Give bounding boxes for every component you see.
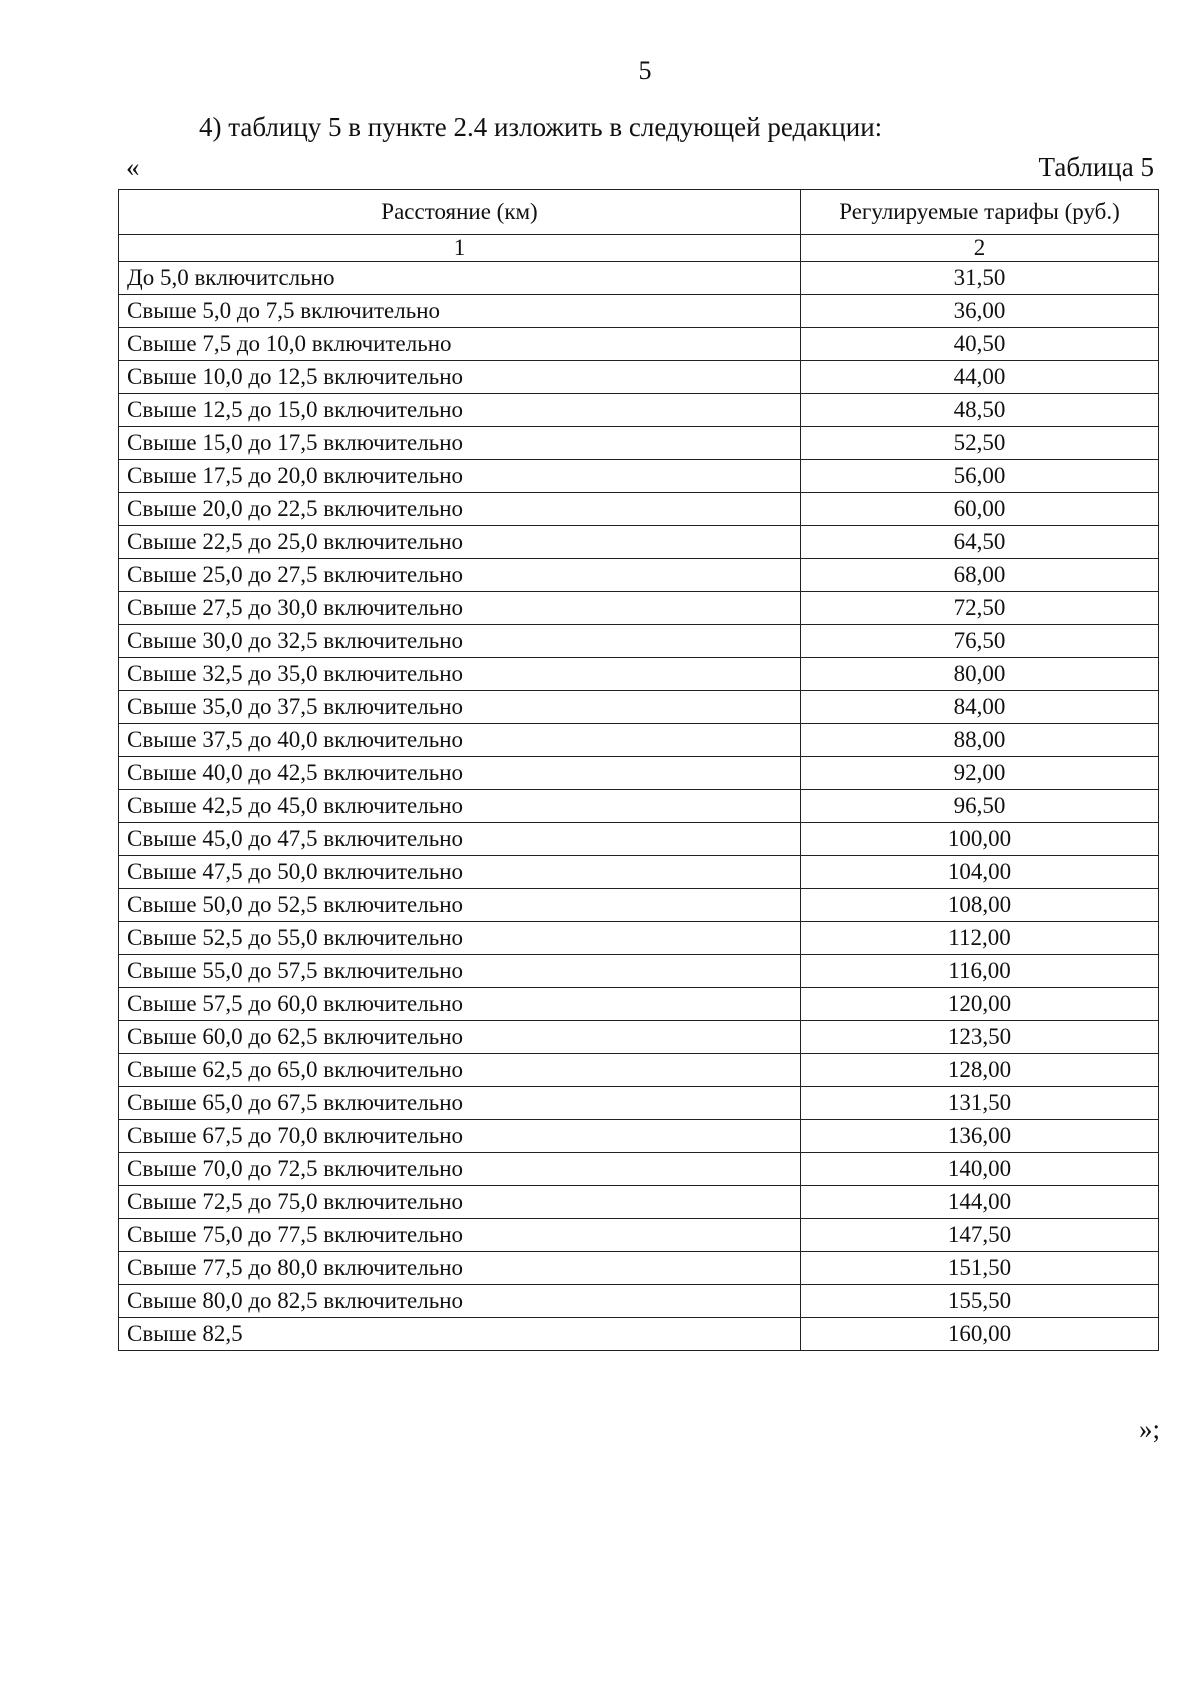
table-row (119, 262, 1159, 295)
distance-cell: Свыше 22,5 до 25,0 включительно (119, 526, 801, 559)
distance-cell: Свыше 45,0 до 47,5 включительно (119, 823, 801, 856)
distance-cell: Свыше 15,0 до 17,5 включительно (119, 427, 801, 460)
distance-cell: Свыше 75,0 до 77,5 включительно (119, 1219, 801, 1252)
tariff-cell: 147,50 (801, 1219, 1159, 1252)
table-row (119, 427, 1159, 460)
tariff-cell: 160,00 (801, 1318, 1159, 1351)
distance-cell: Свыше 47,5 до 50,0 включительно (119, 856, 801, 889)
table-row (119, 526, 1159, 559)
table-row (119, 1186, 1159, 1219)
tariff-cell: 56,00 (801, 460, 1159, 493)
table-row (119, 1087, 1159, 1120)
tariff-cell: 144,00 (801, 1186, 1159, 1219)
tariff-cell: 120,00 (801, 988, 1159, 1021)
distance-cell: Свыше 52,5 до 55,0 включительно (119, 922, 801, 955)
table-row (119, 1219, 1159, 1252)
table-row (119, 1021, 1159, 1054)
column-number-row (119, 235, 1159, 262)
table-row (119, 691, 1159, 724)
table-row (119, 724, 1159, 757)
tariff-cell: 40,50 (801, 328, 1159, 361)
tariff-cell: 136,00 (801, 1120, 1159, 1153)
tariff-cell: 76,50 (801, 625, 1159, 658)
table-row (119, 1285, 1159, 1318)
header-tariff: Регулируемые тарифы (руб.) (801, 190, 1159, 235)
table-row (119, 592, 1159, 625)
column-number-2: 2 (801, 235, 1159, 262)
table-row (119, 493, 1159, 526)
distance-cell: Свыше 17,5 до 20,0 включительно (119, 460, 801, 493)
distance-cell: Свыше 25,0 до 27,5 включительно (119, 559, 801, 592)
tariff-cell: 151,50 (801, 1252, 1159, 1285)
table-row (119, 1153, 1159, 1186)
table-row (119, 1054, 1159, 1087)
tariff-cell: 52,50 (801, 427, 1159, 460)
distance-cell: Свыше 60,0 до 62,5 включительно (119, 1021, 801, 1054)
table-row (119, 295, 1159, 328)
distance-cell: Свыше 20,0 до 22,5 включительно (119, 493, 801, 526)
distance-cell: Свыше 30,0 до 32,5 включительно (119, 625, 801, 658)
distance-cell: Свыше 80,0 до 82,5 включительно (119, 1285, 801, 1318)
distance-cell: Свыше 82,5 (119, 1318, 801, 1351)
table-row (119, 856, 1159, 889)
tariff-cell: 100,00 (801, 823, 1159, 856)
table-row (119, 1252, 1159, 1285)
tariff-cell: 88,00 (801, 724, 1159, 757)
closing-quote: »; (1138, 1414, 1160, 1444)
distance-cell: Свыше 57,5 до 60,0 включительно (119, 988, 801, 1021)
tariff-cell: 116,00 (801, 955, 1159, 988)
page-number: 5 (638, 56, 652, 85)
tariff-cell: 128,00 (801, 1054, 1159, 1087)
table-row (119, 328, 1159, 361)
distance-cell: Свыше 5,0 до 7,5 включительно (119, 295, 801, 328)
table-row (119, 460, 1159, 493)
tariff-cell: 96,50 (801, 790, 1159, 823)
intro-paragraph: 4) таблицу 5 в пункте 2.4 изложить в следующей редакции: (199, 112, 883, 142)
distance-cell: До 5,0 включитсльно (119, 262, 801, 295)
table-row (119, 955, 1159, 988)
distance-cell: Свыше 55,0 до 57,5 включительно (119, 955, 801, 988)
opening-quote: « (126, 152, 140, 182)
tariff-cell: 44,00 (801, 361, 1159, 394)
tariff-cell: 68,00 (801, 559, 1159, 592)
tariff-cell: 104,00 (801, 856, 1159, 889)
table-row (119, 658, 1159, 691)
table-caption: Таблица 5 (1038, 152, 1154, 182)
table-row (119, 757, 1159, 790)
distance-cell: Свыше 12,5 до 15,0 включительно (119, 394, 801, 427)
distance-cell: Свыше 42,5 до 45,0 включительно (119, 790, 801, 823)
distance-cell: Свыше 32,5 до 35,0 включительно (119, 658, 801, 691)
tariff-cell: 84,00 (801, 691, 1159, 724)
distance-cell: Свыше 35,0 до 37,5 включительно (119, 691, 801, 724)
table-row (119, 559, 1159, 592)
tariff-cell: 108,00 (801, 889, 1159, 922)
tariff-cell: 31,50 (801, 262, 1159, 295)
tariff-cell: 72,50 (801, 592, 1159, 625)
column-number-1: 1 (119, 235, 801, 262)
tariff-table (118, 189, 1159, 1351)
table-row (119, 790, 1159, 823)
table-header-row (119, 190, 1159, 235)
table-row (119, 394, 1159, 427)
distance-cell: Свыше 7,5 до 10,0 включительно (119, 328, 801, 361)
distance-cell: Свыше 50,0 до 52,5 включительно (119, 889, 801, 922)
distance-cell: Свыше 37,5 до 40,0 включительно (119, 724, 801, 757)
tariff-cell: 60,00 (801, 493, 1159, 526)
distance-cell: Свыше 70,0 до 72,5 включительно (119, 1153, 801, 1186)
tariff-cell: 112,00 (801, 922, 1159, 955)
table-row (119, 1318, 1159, 1351)
tariff-cell: 64,50 (801, 526, 1159, 559)
table-row (119, 988, 1159, 1021)
table-row (119, 823, 1159, 856)
header-distance: Расстояние (км) (119, 190, 801, 235)
distance-cell: Свыше 67,5 до 70,0 включительно (119, 1120, 801, 1153)
tariff-cell: 92,00 (801, 757, 1159, 790)
tariff-cell: 140,00 (801, 1153, 1159, 1186)
distance-cell: Свыше 40,0 до 42,5 включительно (119, 757, 801, 790)
distance-cell: Свыше 27,5 до 30,0 включительно (119, 592, 801, 625)
distance-cell: Свыше 10,0 до 12,5 включительно (119, 361, 801, 394)
tariff-cell: 155,50 (801, 1285, 1159, 1318)
table-row (119, 889, 1159, 922)
table-row (119, 361, 1159, 394)
distance-cell: Свыше 62,5 до 65,0 включительно (119, 1054, 801, 1087)
tariff-cell: 36,00 (801, 295, 1159, 328)
tariff-cell: 48,50 (801, 394, 1159, 427)
distance-cell: Свыше 65,0 до 67,5 включительно (119, 1087, 801, 1120)
distance-cell: Свыше 77,5 до 80,0 включительно (119, 1252, 801, 1285)
table-row (119, 625, 1159, 658)
table-row (119, 1120, 1159, 1153)
tariff-cell: 80,00 (801, 658, 1159, 691)
tariff-cell: 123,50 (801, 1021, 1159, 1054)
distance-cell: Свыше 72,5 до 75,0 включительно (119, 1186, 801, 1219)
table-body (119, 262, 1159, 1351)
table-row (119, 922, 1159, 955)
tariff-cell: 131,50 (801, 1087, 1159, 1120)
